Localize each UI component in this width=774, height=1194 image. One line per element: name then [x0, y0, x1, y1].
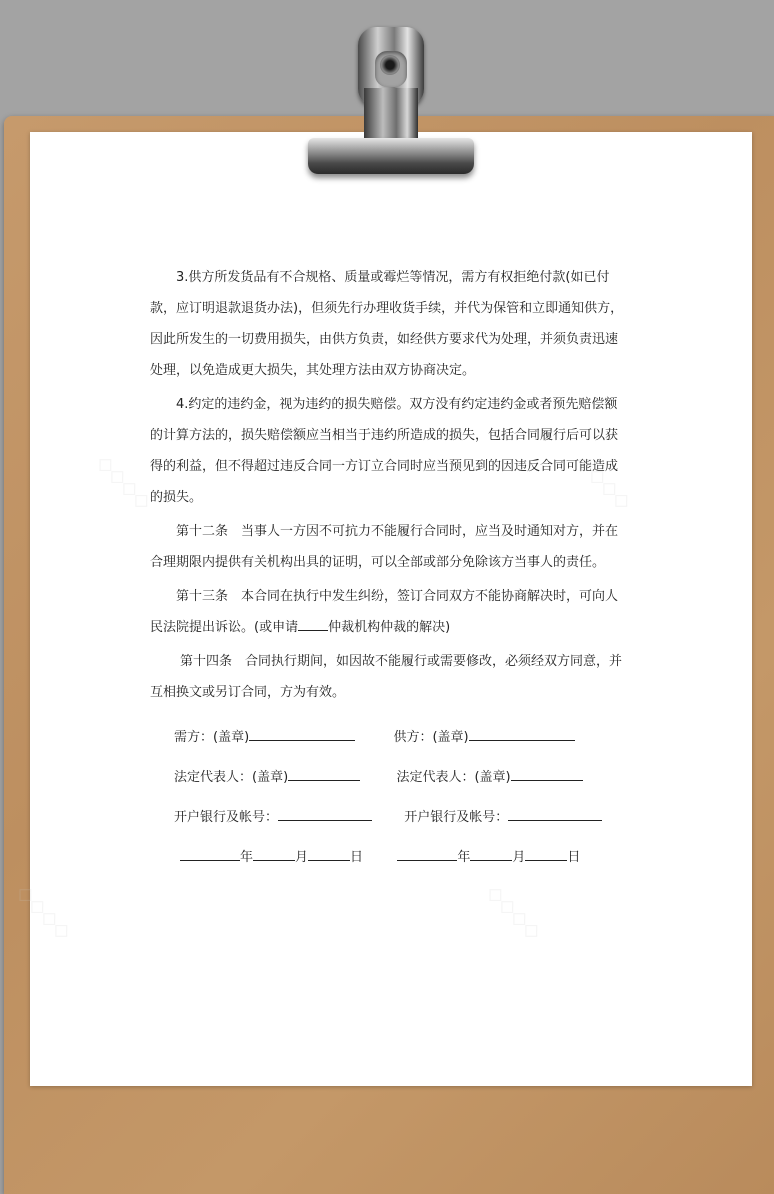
clip-base-icon [308, 138, 474, 174]
signature-row-date [180, 846, 580, 865]
article-13 [150, 581, 630, 643]
buyer-day-blank [308, 846, 350, 861]
seller-bank-label: 开户银行及帐号： [404, 810, 509, 825]
article-12: 第十二条 当事人一方因不可抗力不能履行合同时，应当及时通知对方，并在合理期限内提供有关机构出具的证明，可以全部或部分免除该方当事人的责任。 [150, 524, 619, 570]
signature-row-rep [174, 766, 583, 785]
clause-4: 4.约定的违约金，视为违约的损失赔偿。双方没有约定违约金或者预先赔偿额的计算方法的，损失赔偿额应当相当于违约所造成的损失，包括合同履行后可以获得的利益，但不得超过违反合同一方订立合同时应当预见到的因违反合同可能造成的损失。 [150, 397, 619, 505]
buyer-year-label: 年 [240, 850, 254, 865]
seller-day-label: 日 [567, 850, 581, 865]
buyer-year-blank [180, 846, 240, 861]
seller-blank [469, 726, 575, 741]
seller-rep-label: 法定代表人：(盖章) [396, 770, 511, 785]
signature-row-bank [174, 806, 602, 825]
buyer-rep-label: 法定代表人：(盖章) [174, 770, 289, 785]
seller-day-blank [525, 846, 567, 861]
signature-row-party [174, 726, 575, 745]
clip-neck-icon [364, 88, 418, 144]
buyer-label: 需方：(盖章) [174, 730, 250, 745]
buyer-rep-blank [288, 766, 360, 781]
clause-3: 3.供方所发货品有不合规格、质量或霉烂等情况，需方有权拒绝付款(如已付款，应订明退款退货办法)，但须先行办理收货手续，并代为保管和立即通知供方，因此所发生的一切费用损失，由供方负责，如经供方要求代为处理，并须负责迅速处理，以免造成更大损失，其处理方法由双方协商决定。 [150, 270, 624, 378]
buyer-bank-blank [278, 806, 372, 821]
seller-label: 供方：(盖章) [393, 730, 469, 745]
buyer-month-label: 月 [295, 850, 309, 865]
article-13-text-end: 仲裁机构仲裁的解决) [328, 620, 451, 635]
clip-hole-icon [380, 55, 400, 75]
buyer-month-blank [253, 846, 295, 861]
article-13-text: 第十三条 本合同在执行中发生纠纷，签订合同双方不能协商解决时，可向人民法院提出诉讼。(或申请 [150, 589, 619, 635]
seller-year-blank [397, 846, 457, 861]
seller-bank-blank [508, 806, 602, 821]
seller-rep-blank [511, 766, 583, 781]
seller-month-label: 月 [512, 850, 526, 865]
arbitration-blank [298, 616, 328, 631]
article-14: 第十四条 合同执行期间，如因故不能履行或需要修改，必须经双方同意，并互相换文或另订合同，方为有效。 [150, 654, 623, 700]
buyer-blank [249, 726, 355, 741]
seller-month-blank [470, 846, 512, 861]
buyer-day-label: 日 [350, 850, 364, 865]
buyer-bank-label: 开户银行及帐号： [174, 810, 279, 825]
seller-year-label: 年 [457, 850, 471, 865]
contract-body [150, 262, 630, 711]
